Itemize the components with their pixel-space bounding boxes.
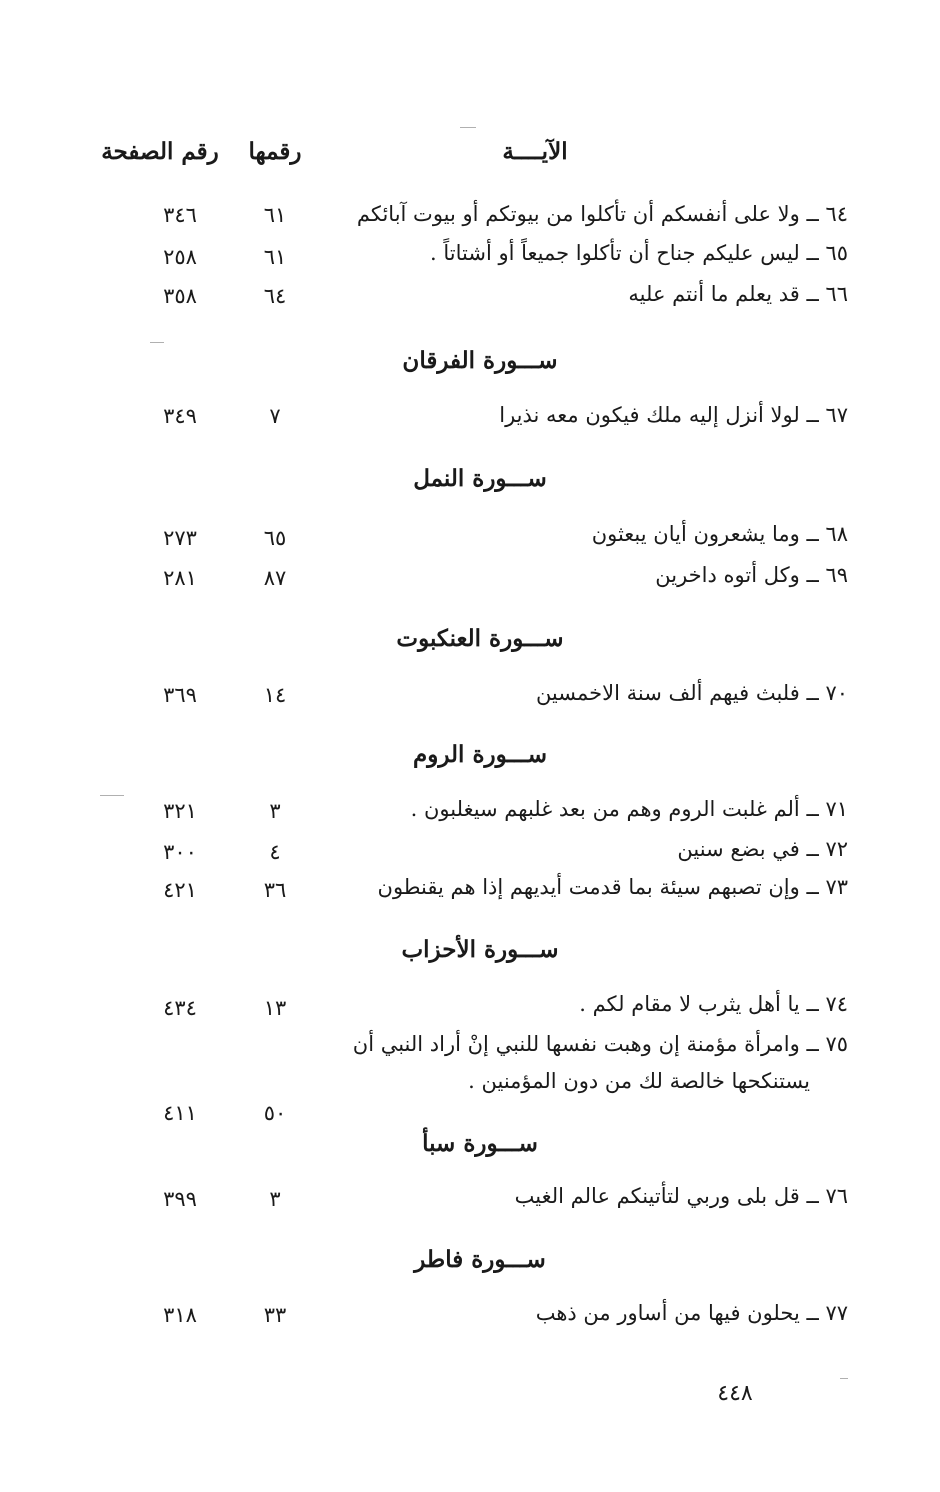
scan-mark: [460, 127, 476, 128]
verse-row-71: ٧١ ــ ألم غلبت الروم وهم من بعد غلبهم سيغلبون .: [410, 797, 848, 821]
page-reference: ٤٢١: [163, 878, 197, 902]
page-number: ٤٤٨: [717, 1381, 753, 1406]
verse-row-64: ٦٤ ــ ولا على أنفسكم أن تأكلوا من بيوتكم أو بيوت آبائكم: [356, 202, 848, 226]
verse-row-67: ٦٧ ــ لولا أنزل إليه ملك فيكون معه نذيرا: [499, 403, 848, 427]
verse-number: ٨٧: [263, 566, 287, 590]
scan-mark: [840, 1378, 848, 1379]
page-number-column-header: رقم الصفحة: [101, 138, 219, 165]
verse-row-68: ٦٨ ــ وما يشعرون أيان يبعثون: [591, 522, 848, 546]
verse-number: ٣٣: [263, 1303, 287, 1327]
page-reference: ٣٠٠: [163, 840, 197, 864]
page-reference: ٣٢١: [163, 799, 197, 823]
page-reference: ٣٤٩: [163, 404, 197, 428]
verse-number: ٦٥: [263, 526, 287, 550]
verse-number: ٣: [269, 1187, 281, 1211]
verse-row-75: ٧٥ ــ وامرأة مؤمنة إن وهبت نفسها للنبي إنْ أراد النبي أن: [352, 1032, 848, 1056]
verse-number: ٣: [269, 799, 281, 823]
surah-heading-naml: ســـورة النمل: [413, 465, 547, 492]
verse-row-74: ٧٤ ــ يا أهل يثرب لا مقام لكم .: [579, 992, 848, 1016]
verse-row-66: ٦٦ ــ قد يعلم ما أنتم عليه: [628, 282, 848, 306]
page-reference: ٤٣٤: [163, 996, 197, 1020]
verse-row-65: ٦٥ ــ ليس عليكم جناح أن تأكلوا جميعاً أو أشتاتاً .: [430, 241, 848, 265]
verse-row-69: ٦٩ ــ وكل أتوه داخرين: [655, 563, 848, 587]
verse-row-76: ٧٦ ــ قل بلى وربي لتأتينكم عالم الغيب: [514, 1184, 848, 1208]
verse-row-75-continuation: يستنكحها خالصة لك من دون المؤمنين .: [468, 1069, 810, 1093]
verse-number: ٦١: [263, 203, 287, 227]
page-reference: ٢٧٣: [163, 526, 197, 550]
verse-row-77: ٧٧ ــ يحلون فيها من أساور من ذهب: [535, 1301, 848, 1325]
surah-heading-fatir: ســـورة فاطر: [414, 1246, 546, 1273]
verse-number: ٣٦: [263, 878, 287, 902]
page-reference: ٣٥٨: [163, 284, 197, 308]
verse-number: ٧: [269, 404, 281, 428]
scan-mark: [100, 795, 124, 796]
verse-row-70: ٧٠ ــ فلبث فيهم ألف سنة الاخمسين: [535, 681, 848, 705]
page-reference: ٣٦٩: [163, 683, 197, 707]
verse-number: ١٤: [263, 683, 287, 707]
surah-heading-ankabut: ســـورة العنكبوت: [396, 625, 564, 652]
verse-number: ٦٤: [263, 284, 287, 308]
page-reference: ٣٤٦: [163, 203, 197, 227]
page-reference: ٤١١: [163, 1101, 197, 1125]
verse-row-73: ٧٣ ــ وإن تصبهم سيئة بما قدمت أيديهم إذا هم يقنطون: [377, 875, 848, 899]
surah-heading-saba: ســـورة سبأ: [422, 1130, 538, 1157]
surah-heading-ahzab: ســـورة الأحزاب: [401, 936, 559, 963]
verse-number: ٤: [269, 840, 281, 864]
page-reference: ٢٨١: [163, 566, 197, 590]
page-reference: ٢٥٨: [163, 245, 197, 269]
surah-heading-rum: ســـورة الروم: [413, 741, 547, 768]
scan-mark: [150, 342, 164, 343]
surah-heading-furqan: ســـورة الفرقان: [402, 347, 558, 374]
verse-column-header: الآيــــة: [502, 138, 568, 165]
page-reference: ٣٩٩: [163, 1187, 197, 1211]
verse-number: ١٣: [263, 996, 287, 1020]
page-reference: ٣١٨: [163, 1303, 197, 1327]
verse-row-72: ٧٢ ــ في بضع سنين: [677, 837, 848, 861]
verse-number: ٦١: [263, 245, 287, 269]
verse-number: ٥٠: [263, 1101, 287, 1125]
verse-number-column-header: رقمها: [248, 138, 302, 165]
